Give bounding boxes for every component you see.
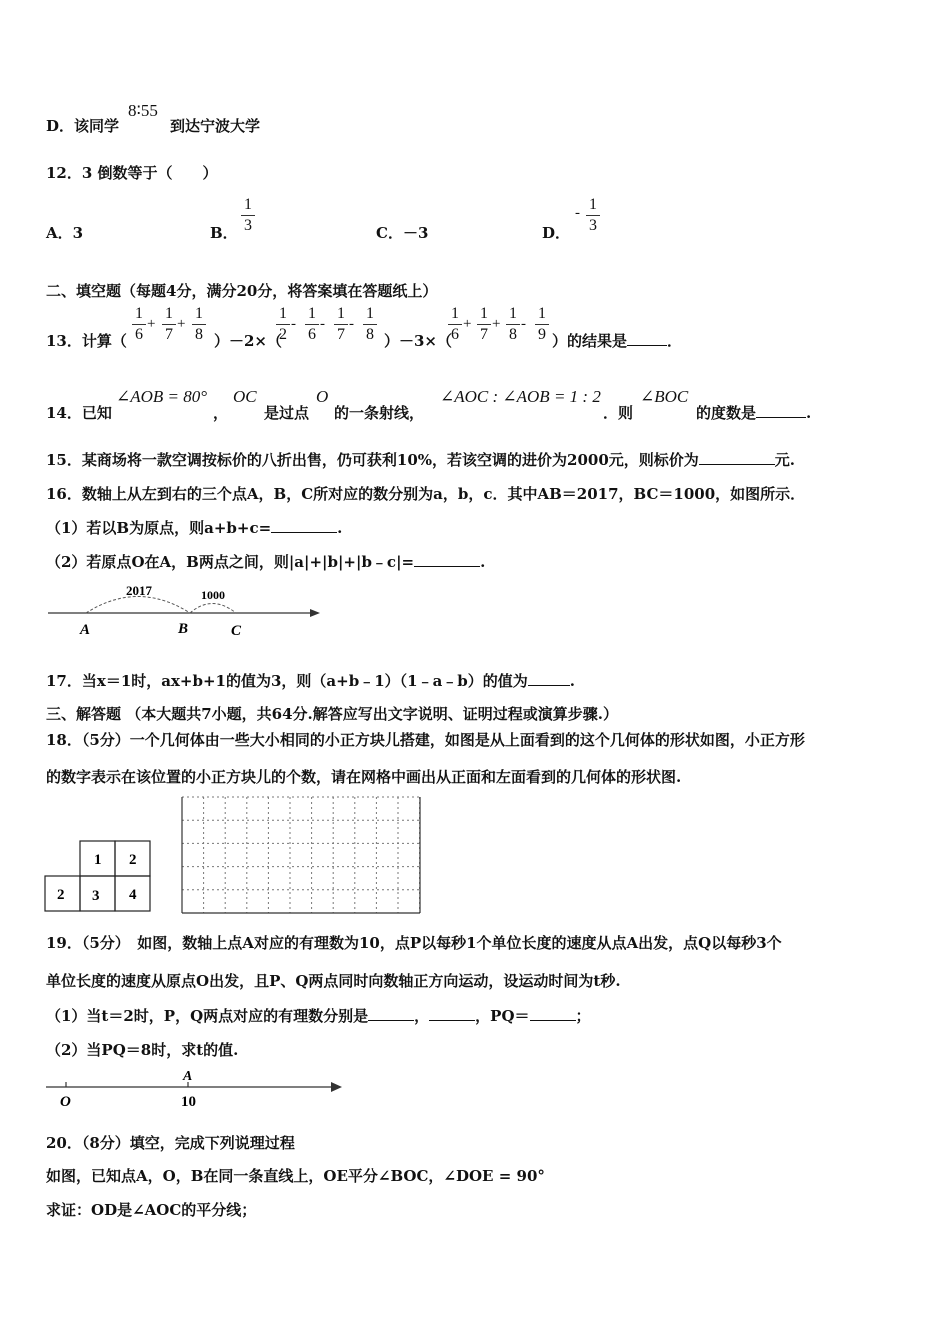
fraction-numerator: 1 [337, 305, 345, 322]
point-b-label: B [178, 621, 189, 637]
answer-blank [271, 518, 337, 533]
q13-mid-2: ）－3×（ [384, 332, 453, 350]
answer-blank [414, 552, 480, 567]
q18-line-2: 的数字表示在该位置的小正方块儿的个数，请在网格中画出从正面和左面看到的几何体的形状图. [46, 768, 682, 786]
ab-arc [86, 597, 190, 614]
fraction-numerator: 1 [451, 305, 459, 322]
q16-part-2: （2）若原点O在A，B两点之间，则|a|+|b|+|b﹣c|= . [46, 553, 486, 571]
cell-count: 3 [92, 888, 100, 904]
q20-line-2: 如图，已知点A，O，B在同一条直线上，OE平分∠BOC，∠DOE = 90° [46, 1167, 545, 1185]
answer-blank [530, 1006, 576, 1021]
q18-line-1: 18．（5分）一个几何体由一些大小相同的小正方块儿搭建，如图是从上面看到的这个几何体的形状如图，小正方形 [46, 731, 805, 749]
cell-count: 1 [94, 852, 102, 868]
fraction-denominator: 7 [337, 326, 345, 343]
fraction-denominator: 9 [538, 326, 546, 343]
q12-stem: 12．3 倒数等于（ ） [46, 164, 218, 182]
q13-suffix: ）的结果是 ． [552, 332, 683, 350]
section-2-heading: 二、填空题（每题4分，满分20分，将答案填在答题纸上） [46, 282, 438, 300]
point-a-label: A [183, 1069, 193, 1084]
q14-text-1: 是过点 [264, 404, 310, 422]
q13-fraction [477, 305, 491, 344]
q13-fraction [132, 305, 146, 344]
fraction-denominator: 8 [509, 326, 517, 343]
q19-part-2: （2）当PQ＝8时，求t的值. [46, 1041, 239, 1059]
q14-text-4: 的度数是 [696, 404, 757, 422]
q13-fraction [334, 305, 348, 344]
q13-fraction [448, 305, 462, 344]
fraction-numerator: 1 [366, 305, 374, 322]
q13-operator: - [521, 316, 526, 332]
q19-part-1-text: （1）当t＝2时，P，Q两点对应的有理数分别是 [46, 1007, 369, 1025]
q16-part-1: （1）若以B为原点，则a+b+c= . [46, 519, 343, 537]
q17-text: 17．当x＝1时，ax+b+1的值为3，则（a+b﹣1）（1﹣a﹣b）的值为 [46, 672, 528, 690]
bc-arc [190, 604, 236, 614]
q11d-tail: 到达宁波大学 [170, 117, 261, 135]
q13-prefix: 13．计算（ [46, 332, 127, 350]
q15-tail: 元. [774, 451, 795, 469]
q14-point-o: O [316, 387, 329, 406]
answer-blank [528, 671, 570, 686]
q13-fraction [192, 305, 206, 344]
q18-top-view-figure [44, 838, 154, 914]
q14-prefix: 14．已知 [46, 404, 112, 422]
answer-blank [756, 403, 806, 418]
fraction-numerator: 1 [165, 305, 173, 322]
q16-stem: 16．数轴上从左到右的三个点A，B，C所对应的数分别为a，b，c．其中AB＝2017，BC＝1000，如图所示． [46, 485, 806, 503]
q13-operator: + [463, 316, 472, 332]
axis-arrow [310, 609, 320, 617]
q13-fraction [305, 305, 319, 344]
fraction-denominator: 3 [244, 217, 252, 234]
q13-operator: + [492, 316, 501, 332]
q13-fraction [535, 305, 549, 344]
q13-operator: - [349, 316, 354, 332]
point-a-label: A [80, 622, 91, 638]
q19-number-line-figure [44, 1066, 349, 1112]
fraction-numerator: 1 [538, 305, 546, 322]
q19-line-2: 单位长度的速度从原点O出发，且P、Q两点同时向数轴正方向运动，设运动时间为t秒. [46, 972, 621, 990]
q14-tail: 的度数是 . [696, 404, 812, 422]
q12-option-b-label: B． [210, 224, 238, 242]
q14-angle-aob: ∠AOB = 80° [116, 387, 208, 406]
q12-option-d-fraction [586, 196, 600, 235]
separator: ， [414, 1007, 430, 1025]
answer-blank [368, 1006, 414, 1021]
q20-line-1: 20．（8分）填空，完成下列说理过程 [46, 1134, 295, 1152]
fraction-denominator: 3 [589, 217, 597, 234]
fraction-numerator: 1 [135, 305, 143, 322]
section-3-heading: 三、解答题 （本大题共7小题，共64分.解答应写出文字说明、证明过程或演算步骤.） [46, 705, 618, 723]
q11d-label: D．该同学 [46, 117, 120, 135]
answer-blank [627, 331, 667, 346]
q13-fraction [276, 305, 290, 344]
fraction-denominator: 6 [135, 326, 143, 343]
q12-option-c: C．－3 [376, 224, 429, 242]
q13-fraction [506, 305, 520, 344]
fraction-numerator: 1 [195, 305, 203, 322]
q12-option-b-fraction [241, 196, 255, 235]
q20-line-3: 求证：OD是∠AOC的平分线； [46, 1201, 257, 1219]
q14-text-3: ．则 [603, 404, 634, 422]
q12-option-d-label: D． [542, 224, 571, 242]
q13-mid-1: ）－2×（ [214, 332, 283, 350]
q16-part-2-text: （2）若原点O在A，B两点之间，则|a|+|b|+|b﹣c|= [46, 553, 415, 571]
q14-text-2: 的一条射线， [334, 404, 425, 422]
q18-answer-grid [180, 795, 424, 915]
bc-length-label: 1000 [201, 588, 225, 602]
q15-text: 15．某商场将一款空调按标价的八折出售，仍可获利10%，若该空调的进价为2000元，则标价为 [46, 451, 699, 469]
fraction-denominator: 2 [279, 326, 287, 343]
answer-blank [699, 450, 775, 465]
fraction-denominator: 7 [165, 326, 173, 343]
separator: ； [575, 1007, 591, 1025]
axis-arrow [331, 1082, 342, 1092]
q12-option-a: A．3 [46, 224, 84, 242]
fraction-denominator: 8 [195, 326, 203, 343]
q19-line-1: 19．（5分） 如图，数轴上点A对应的有理数为10，点P以每秒1个单位长度的速度从点A出发，点Q以每秒3个 [46, 934, 782, 952]
ab-length-label: 2017 [126, 583, 152, 598]
fraction-numerator: 1 [480, 305, 488, 322]
fraction-denominator: 8 [366, 326, 374, 343]
q11-option-d [46, 115, 119, 136]
cell-count: 2 [57, 887, 65, 903]
point-c-label: C [231, 623, 242, 639]
fraction-denominator: 7 [480, 326, 488, 343]
q12-option-d-sign: - [575, 205, 580, 221]
cell-count: 4 [129, 887, 137, 903]
fraction-denominator: 6 [451, 326, 459, 343]
fraction-numerator: 1 [509, 305, 517, 322]
q14-angle-boc: ∠BOC [640, 387, 689, 406]
fraction-denominator: 6 [308, 326, 316, 343]
q14-ray-oc: OC [233, 387, 257, 406]
origin-label: O [60, 1094, 71, 1110]
q13-operator: - [320, 316, 325, 332]
q13-suffix-text: ）的结果是 [552, 332, 628, 350]
q13-fraction [363, 305, 377, 344]
cell-count: 2 [129, 852, 137, 868]
q14-comma: ， [213, 404, 229, 422]
q16-part-1-text: （1）若以B为原点，则a+b+c= [46, 519, 272, 537]
q14-ratio: ∠AOC : ∠AOB = 1 : 2 [440, 387, 601, 406]
q15 [46, 449, 795, 470]
q13-operator: + [147, 316, 156, 332]
q11d-time: 8∶55 [128, 101, 158, 120]
fraction-numerator: 1 [308, 305, 316, 322]
q19-pq-text: ，PQ＝ [475, 1007, 530, 1025]
q13-fraction [162, 305, 176, 344]
q17: 17．当x＝1时，ax+b+1的值为3，则（a+b﹣1）（1﹣a﹣b）的值为 . [46, 672, 576, 690]
fraction-numerator: 1 [589, 196, 597, 213]
q19-part-1 [46, 1005, 591, 1026]
fraction-numerator: 1 [244, 196, 252, 213]
q13-operator: + [177, 316, 186, 332]
fraction-numerator: 1 [279, 305, 287, 322]
q16-number-line-figure [46, 580, 326, 640]
q13-operator: - [291, 316, 296, 332]
point-a-value: 10 [181, 1094, 196, 1110]
answer-blank [429, 1006, 475, 1021]
